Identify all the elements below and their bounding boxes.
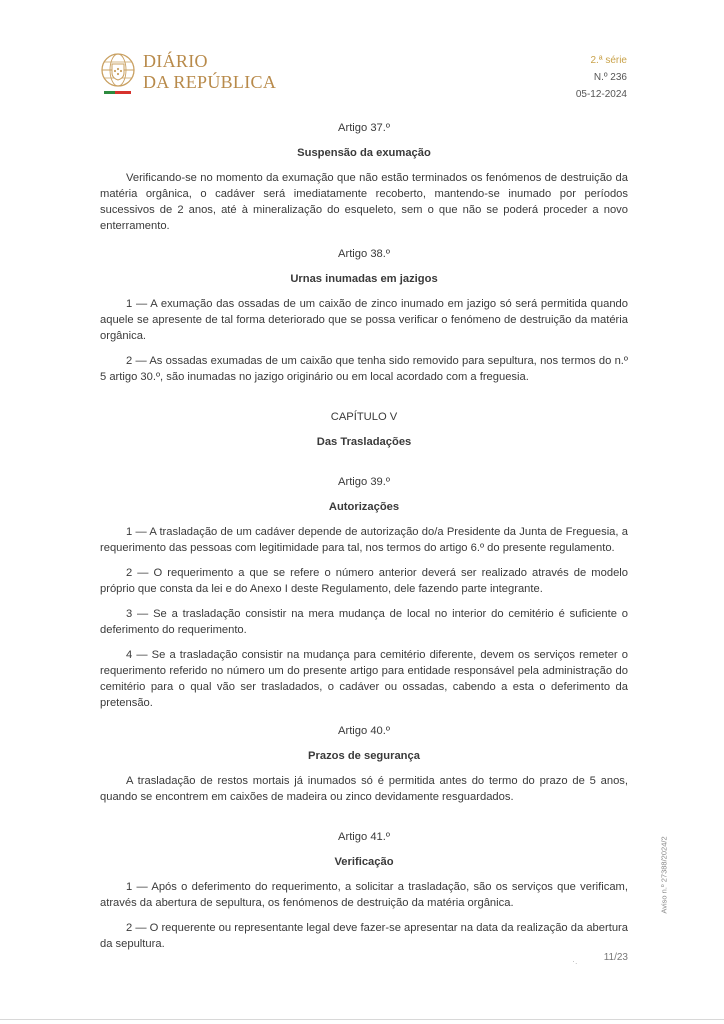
article-title: Suspensão da exumação — [297, 147, 431, 159]
page-bottom-divider — [0, 1019, 724, 1020]
article-title: Prazos de segurança — [308, 750, 420, 762]
logo-line-2: DA REPÚBLICA — [143, 72, 277, 92]
logo-line-1: DIÁRIO — [143, 51, 208, 71]
article-heading: Artigo 41.º — [338, 831, 390, 843]
paragraph: 2 — As ossadas exumadas de um caixão que tenha sido removido para sepultura, nos termos do n.º 5 artigo 30.º, são inumadas no jazigo originário ou em local acordado com a freguesia. — [100, 355, 628, 383]
paragraph: 1 — A trasladação de um cadáver depende de autorização do/a Presidente da Junta de Freguesia, a requerimento das pessoas com legitimidade para tal, nos termos do artigo 6.º do presente regulamento. — [100, 526, 628, 554]
issue-date: 05-12-2024 — [575, 89, 627, 100]
coat-of-arms-icon — [100, 52, 136, 94]
article-heading: Artigo 37.º — [338, 122, 390, 134]
paragraph: 1 — Após o deferimento do requerimento, a solicitar a trasladação, são os serviços que verificam, através da abertura de sepultura, os fenómenos de destruição da matéria orgânica. — [100, 881, 628, 909]
page-number: 11/23 — [603, 952, 628, 963]
chapter-title: Das Trasladações — [316, 436, 412, 448]
side-reference — [658, 830, 670, 920]
paragraph: 2 — O requerente ou representante legal deve fazer-se apresentar na data da realização da abertura da sepultura. — [100, 922, 628, 950]
serie-label: 2.ª série — [590, 55, 627, 66]
paragraph: 1 — A exumação das ossadas de um caixão de zinco inumado em jazigo só será permitida quando aquele se apresente de tal forma deteriorado que se possa verificar o fenómeno de destruição da matéria orgânica. — [100, 298, 628, 342]
page-header — [0, 0, 724, 110]
article-heading: Artigo 40.º — [338, 725, 390, 737]
scan-mark: ·. — [572, 956, 578, 966]
side-reference-text: Aviso n.º 27388/2024/2 — [659, 836, 669, 914]
article-title: Verificação — [334, 856, 394, 868]
chapter-heading: CAPÍTULO V — [330, 411, 398, 423]
document-body — [100, 120, 628, 952]
article-heading: Artigo 38.º — [338, 248, 390, 260]
issue-number: N.º 236 — [593, 72, 627, 83]
article-title: Urnas inumadas em jazigos — [290, 273, 438, 285]
issue-meta — [576, 52, 627, 103]
paragraph: 2 — O requerimento a que se refere o número anterior deverá ser realizado através de modelo próprio que consta da lei e do Anexo I deste Regulamento, dele fazendo parte integrante. — [100, 567, 628, 595]
article-title: Autorizações — [328, 501, 400, 513]
logo-wordmark — [143, 51, 276, 93]
paragraph: A trasladação de restos mortais já inumados só é permitida antes do termo do prazo de 5 anos, quando se encontrem em caixões de madeira ou zinco devidamente resguardados. — [100, 775, 628, 803]
paragraph: 4 — Se a trasladação consistir na mudança para cemitério diferente, devem os serviços remeter o requerimento referido no número um do presente artigo para entidade responsável pela administração do cemitério para o qual vão ser trasladados, o cadáver ou ossadas, cabendo a esta o deferimento da pretensão. — [100, 649, 628, 709]
flag-stripe — [104, 91, 131, 94]
article-heading: Artigo 39.º — [338, 476, 390, 488]
paragraph: Verificando-se no momento da exumação que não estão terminados os fenómenos de destruição da matéria orgânica, o cadáver será imediatamente recoberto, mantendo-se inumado por períodos sucessivos de 2 anos, até à mineralização do esqueleto, sem o que não se poderá proceder a novo enterramento. — [100, 172, 628, 232]
paragraph: 3 — Se a trasladação consistir na mera mudança de local no interior do cemitério é suficiente o deferimento do requerimento. — [100, 608, 628, 636]
